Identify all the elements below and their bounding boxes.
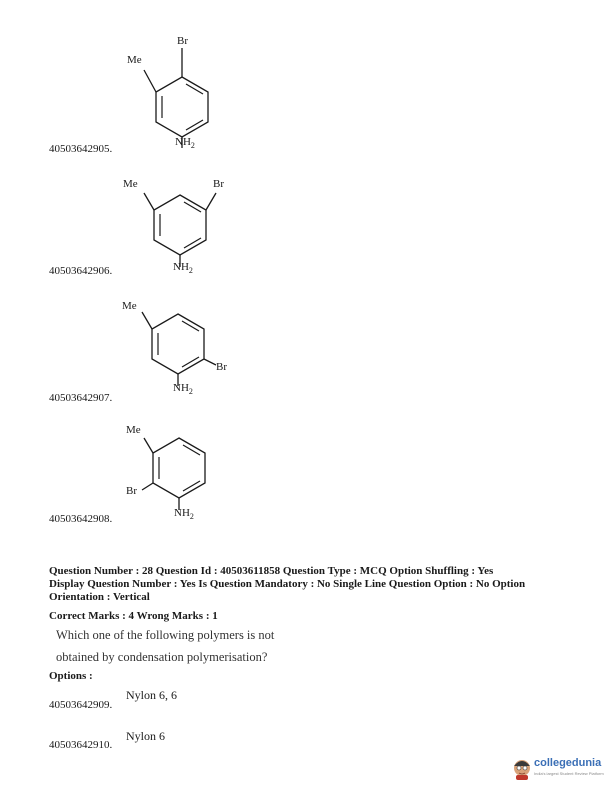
logo-tagline: India's largest Student Review Platform [534, 771, 604, 776]
option-id-4[interactable]: 40503642908. [49, 513, 113, 525]
marks-line: Correct Marks : 4 Wrong Marks : 1 [49, 610, 218, 622]
nh2-label: $NH_2$ [173, 382, 193, 397]
meta-line-3: Orientation : Vertical [49, 591, 150, 603]
option-id-1[interactable]: 40503642905. [49, 143, 113, 155]
option-id-2[interactable]: 40503642906. [49, 265, 113, 277]
meta-line-2: Display Question Number : Yes Is Question Mandatory : No Single Line Question Option : No Option [49, 578, 526, 590]
mascot-icon [512, 756, 532, 780]
me-label: Me [127, 54, 142, 66]
br-label: Br [126, 485, 137, 497]
option-id-3[interactable]: 40503642907. [49, 392, 113, 404]
question-meta [49, 565, 589, 623]
me-label: Me [123, 178, 138, 190]
logo-name: collegedunia [534, 757, 602, 769]
nh2-label: $NH_2$ [174, 507, 194, 522]
option-id-5[interactable]: 40503642909. [49, 699, 113, 711]
question-text [56, 624, 274, 668]
question-text-line-2: obtained by condensation polymerisation? [56, 650, 268, 664]
option-text-nylon-6-6: Nylon 6, 6 [126, 688, 177, 702]
collegedunia-logo [512, 754, 604, 784]
meta-line-1: Question Number : 28 Question Id : 40503611858 Question Type : MCQ Option Shuffling : Yes [49, 565, 494, 577]
options-label: Options : [49, 670, 93, 682]
nh2-label: $NH_2$ [175, 136, 195, 151]
me-label: Me [126, 424, 141, 436]
question-text-line-1: Which one of the following polymers is not [56, 628, 275, 642]
nh2-label: $NH_2$ [173, 261, 193, 276]
structure-option-1 [120, 30, 230, 155]
structure-option-2 [120, 175, 240, 280]
br-label: Br [177, 35, 188, 47]
structure-option-4 [120, 422, 240, 527]
structure-option-3 [120, 298, 240, 403]
me-label: Me [122, 300, 137, 312]
br-label: Br [213, 178, 224, 190]
option-text-nylon-6: Nylon 6 [126, 729, 165, 743]
option-id-6[interactable]: 40503642910. [49, 739, 113, 751]
br-label: Br [216, 361, 227, 373]
